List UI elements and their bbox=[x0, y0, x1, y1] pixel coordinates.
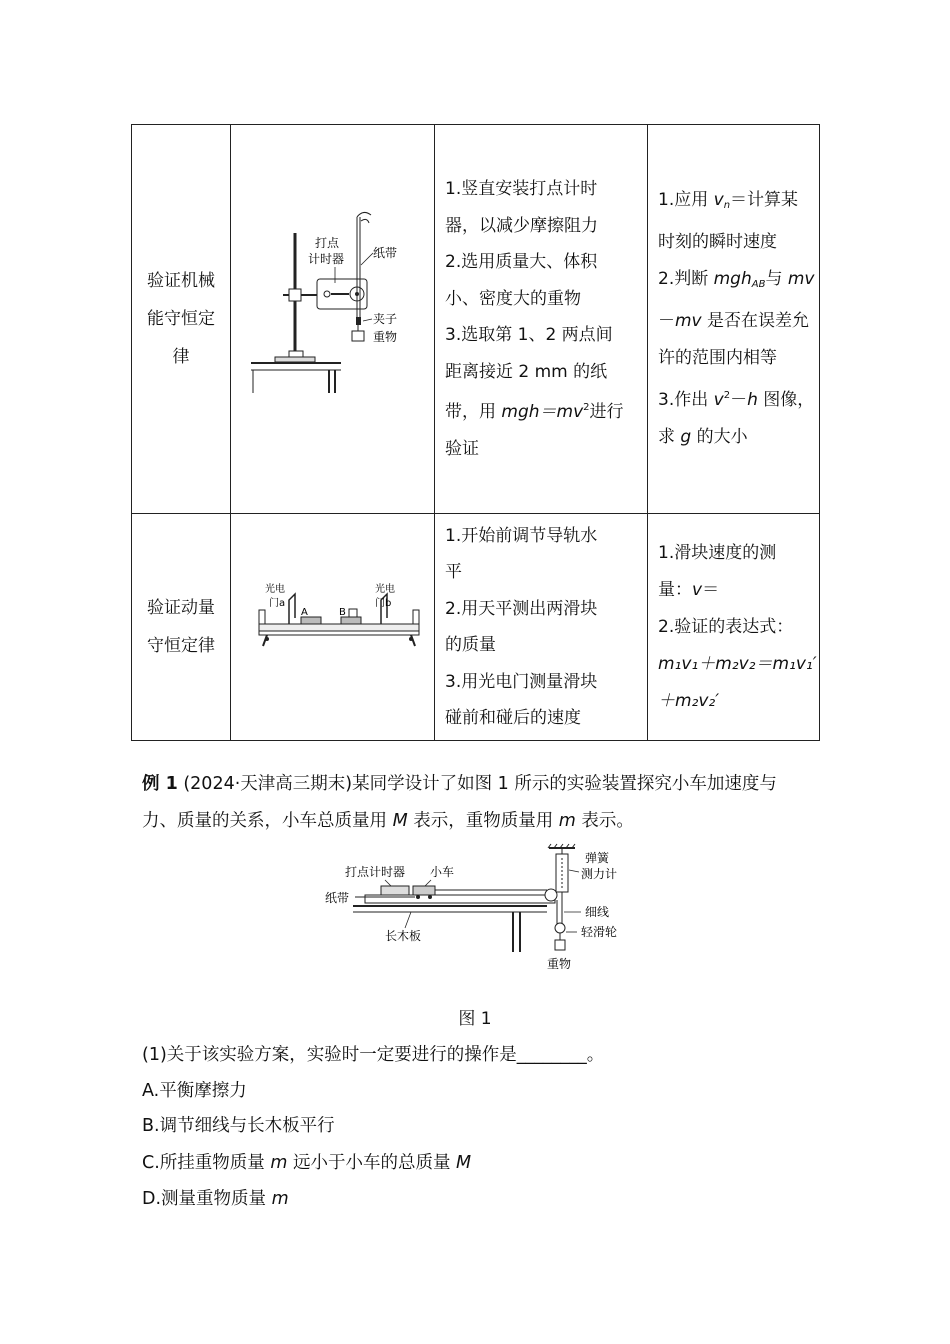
data-processing: 1.滑块速度的测 量：v＝ 2.验证的表达式： m₁v₁＋m₂v₂＝m₁v₁′ ＋m₂v₂′ bbox=[648, 514, 820, 741]
table-row bbox=[132, 125, 820, 514]
data-processing: 1.应用 $v_n=$计算某 时刻的瞬时速度 2.判断 mgh$_{AB}$与 mv －mv 是否在误差允 许的范围内相等 3.作出 $v^2-h$ 图像， 求 g 的大小 bbox=[648, 125, 820, 514]
figure-label-gate-a: 光电 bbox=[265, 584, 285, 595]
figure-label-string: 细线 bbox=[585, 905, 610, 919]
example-line-1: 例 1 (2024·天津高三期末)某同学设计了如图 1 所示的实验装置探究小车加速度与 bbox=[142, 774, 777, 794]
figure-label-board: 长木板 bbox=[385, 929, 422, 943]
figure-label-block-b: B bbox=[339, 607, 346, 618]
figure-1-cart-apparatus bbox=[315, 840, 645, 975]
table-row bbox=[132, 514, 820, 741]
figure-label-block-a: A bbox=[301, 607, 308, 618]
free-fall-apparatus-diagram bbox=[231, 125, 434, 509]
option-b: B.调节细线与长木板平行 bbox=[142, 1116, 335, 1136]
figure-label-cart: 小车 bbox=[430, 865, 455, 879]
figure-label-timer: 打点计时器 bbox=[345, 865, 406, 879]
precautions: 1.开始前调节导轨水 平 2.用天平测出两滑块 的质量 3.用光电门测量滑块 碰前和碰后的速度 bbox=[435, 514, 648, 741]
precautions: 1.竖直安装打点计时 器，以减少摩擦阻力 2.选用质量大、体积 小、密度大的重物 3.选取第 1、2 两点间 距离接近 2 mm 的纸 带，用 $mgh=mv^2$进行 验证 bbox=[435, 125, 648, 514]
figure-label-timer-2: 计时器 bbox=[308, 252, 345, 266]
figure-label-spring-2: 测力计 bbox=[581, 867, 618, 881]
example-line-2: 力、质量的关系，小车总质量用 M 表示，重物质量用 m 表示。 bbox=[142, 811, 634, 831]
figure-label-pulley: 轻滑轮 bbox=[581, 925, 618, 939]
option-a: A.平衡摩擦力 bbox=[142, 1081, 247, 1101]
air-track-diagram bbox=[231, 514, 434, 736]
figure-label-gate-a-2: 门a bbox=[269, 598, 286, 609]
figure-label-weight: 重物 bbox=[547, 957, 572, 971]
figure-label-weight: 重物 bbox=[373, 330, 398, 344]
option-c: C.所挂重物质量 m 远小于小车的总质量 M bbox=[142, 1153, 472, 1173]
experiment-name: 验证机械 能守恒定 律 bbox=[132, 125, 231, 514]
figure-label-tape: 纸带 bbox=[325, 891, 350, 905]
momentum-apparatus-figure bbox=[231, 514, 435, 741]
figure-label-timer: 打点 bbox=[315, 236, 340, 250]
mechanical-energy-apparatus-figure bbox=[231, 125, 435, 514]
figure-label-gate-b-2: 门b bbox=[375, 598, 392, 609]
experiment-name: 验证动量 守恒定律 bbox=[132, 514, 231, 741]
figure-label-clip: 夹子 bbox=[373, 312, 398, 326]
figure-label-gate-b: 光电 bbox=[375, 584, 395, 595]
question-1: (1)关于该实验方案，实验时一定要进行的操作是________。 bbox=[142, 1045, 605, 1065]
figure-label-spring: 弹簧 bbox=[585, 851, 610, 865]
experiment-table bbox=[131, 124, 820, 741]
figure-caption: 图 1 bbox=[458, 1009, 492, 1029]
option-d: D.测量重物质量 m bbox=[142, 1189, 289, 1209]
figure-label-tape: 纸带 bbox=[373, 246, 398, 260]
